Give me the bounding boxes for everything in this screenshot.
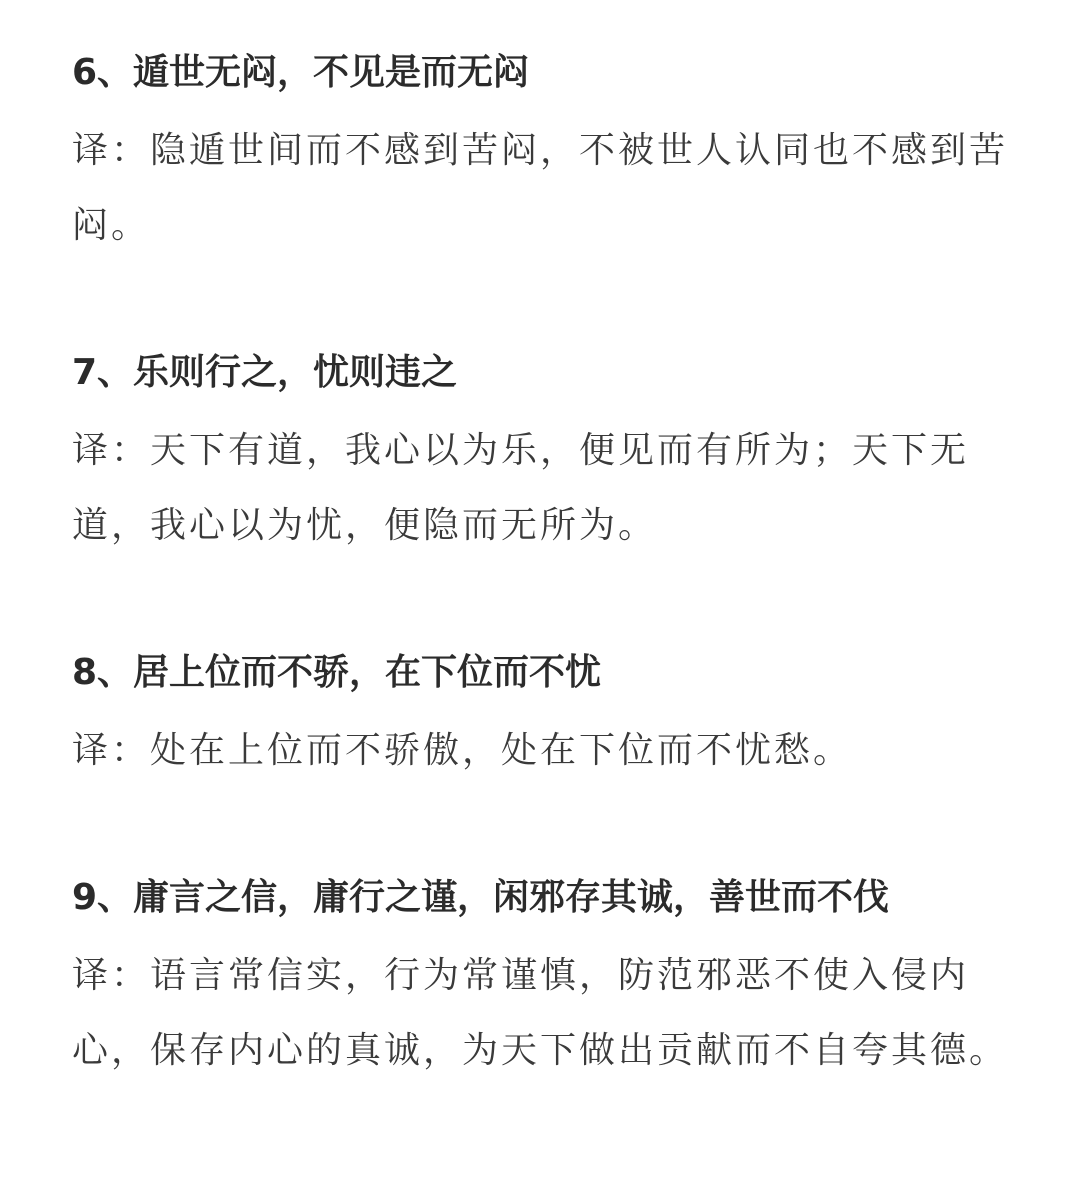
entry-7 — [72, 352, 1012, 563]
entry-heading: 9、庸言之信，庸行之谨，闲邪存其诚，善世而不伐 — [72, 877, 890, 918]
entry-translation: 译：语言常信实，行为常谨慎，防范邪恶不使入侵内心，保存内心的真诚，为天下做出贡献而不自夸其德。 — [72, 955, 1009, 1071]
entry-translation: 译：处在上位而不骄傲，处在下位而不忧愁。 — [72, 730, 853, 771]
entry-translation: 译：隐遁世间而不感到苦闷，不被世人认同也不感到苦闷。 — [72, 130, 1009, 246]
entry-8 — [72, 652, 1012, 788]
entry-translation: 译：天下有道，我心以为乐，便见而有所为；天下无道，我心以为忧，便隐而无所为。 — [72, 430, 970, 546]
entry-heading: 7、乐则行之，忧则违之 — [72, 352, 458, 393]
entry-heading: 6、遁世无闷，不见是而无闷 — [72, 52, 530, 93]
entry-6 — [72, 52, 1012, 263]
entry-9 — [72, 877, 1012, 1088]
entry-heading: 8、居上位而不骄，在下位而不忧 — [72, 652, 602, 693]
